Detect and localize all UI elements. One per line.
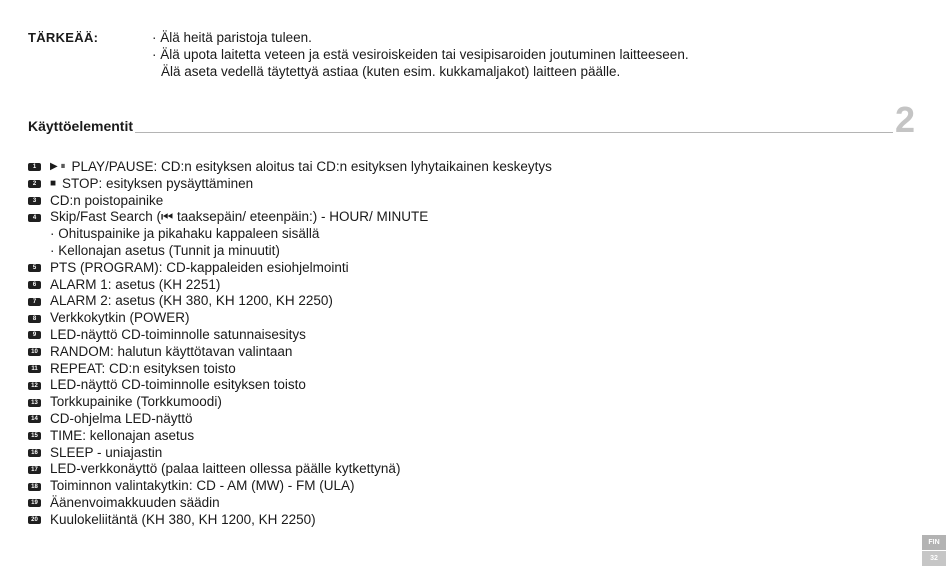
list-item [28, 512, 552, 529]
list-item [28, 394, 552, 411]
list-subitem [28, 243, 552, 260]
item-text: REPEAT: CD:n esityksen toisto [50, 360, 236, 376]
list-item [28, 361, 552, 378]
control-symbol-icon: ▶ ⏸ [50, 161, 66, 172]
list-item [28, 478, 552, 495]
list-item [28, 209, 552, 226]
item-number-badge: 6 [28, 281, 41, 289]
item-text: TIME: kellonajan asetus [50, 427, 195, 443]
warning-line: · Älä heitä paristoja tuleen. [152, 30, 312, 45]
list-item [28, 377, 552, 394]
list-item [28, 260, 552, 277]
item-text: LED-näyttö CD-toiminnolle satunnaisesitys [50, 326, 306, 342]
warning-line: · Älä upota laitetta veteen ja estä vesiroiskeiden tai vesipisaroiden joutuminen laitteeseen. [152, 47, 689, 62]
item-number-badge: 4 [28, 214, 41, 222]
item-text: Äänenvoimakkuuden säädin [50, 494, 220, 510]
item-number-badge: 3 [28, 197, 41, 205]
list-subitem [28, 226, 552, 243]
item-text: CD:n poistopainike [50, 192, 164, 208]
list-item [28, 277, 552, 294]
item-text: · Ohituspainike ja pikahaku kappaleen sisällä [50, 226, 320, 242]
item-number-badge: 13 [28, 399, 41, 407]
warning-label: TÄRKEÄÄ: [28, 30, 99, 45]
item-text: RANDOM: halutun käyttötavan valintaan [50, 343, 293, 359]
list-item [28, 193, 552, 210]
warning-line: Älä aseta vedellä täytettyä astiaa (kuten esim. kukkamaljakot) laitteen päälle. [161, 64, 621, 79]
list-item [28, 428, 552, 445]
item-number-badge: 9 [28, 331, 41, 339]
item-number-badge: 5 [28, 264, 41, 272]
item-number-badge: 15 [28, 432, 41, 440]
item-text: Toiminnon valintakytkin: CD - AM (MW) - FM (ULA) [50, 478, 355, 494]
item-number-badge: 20 [28, 516, 41, 524]
item-number-badge: 2 [28, 180, 41, 188]
list-item [28, 344, 552, 361]
language-tab: FIN [922, 535, 946, 550]
item-text: ALARM 2: asetus (KH 380, KH 1200, KH 2250) [50, 293, 333, 309]
item-text: Skip/Fast Search (⏮ taaksepäin/ eteenpäin:) - HOUR/ MINUTE [50, 209, 429, 225]
section-title: Käyttöelementit [28, 118, 134, 134]
item-text: PLAY/PAUSE: CD:n esityksen aloitus tai CD:n esityksen lyhytaikainen keskeytys [71, 159, 552, 174]
item-text: PTS (PROGRAM): CD-kappaleiden esiohjelmointi [50, 259, 349, 275]
item-text: Kuulokeliitäntä (KH 380, KH 1200, KH 2250) [50, 511, 316, 527]
item-text: STOP: esityksen pysäyttäminen [62, 175, 254, 191]
list-item [28, 327, 552, 344]
list-item [28, 293, 552, 310]
chapter-number: 2 [895, 99, 916, 140]
item-text: CD-ohjelma LED-näyttö [50, 410, 193, 426]
item-number-badge: 11 [28, 365, 41, 373]
item-number-badge: 16 [28, 449, 41, 457]
list-item [28, 310, 552, 327]
controls-list [28, 159, 552, 529]
item-text: LED-näyttö CD-toiminnolle esityksen toisto [50, 377, 306, 393]
item-number-badge: 18 [28, 483, 41, 491]
item-text: Verkkokytkin (POWER) [50, 310, 190, 326]
item-number-badge: 10 [28, 348, 41, 356]
item-text: ALARM 1: asetus (KH 2251) [50, 276, 221, 292]
warning-text [152, 29, 689, 80]
list-item [28, 159, 552, 176]
list-item [28, 411, 552, 428]
item-number-badge: 12 [28, 382, 41, 390]
list-item [28, 445, 552, 462]
item-number-badge: 14 [28, 415, 41, 423]
page-number: 32 [922, 551, 946, 566]
item-number-badge: 7 [28, 298, 41, 306]
list-item [28, 495, 552, 512]
list-item [28, 176, 552, 193]
item-text: · Kellonajan asetus (Tunnit ja minuutit) [50, 242, 280, 258]
item-number-badge: 17 [28, 466, 41, 474]
item-text: SLEEP - uniajastin [50, 444, 163, 460]
control-symbol-icon: ■ [50, 177, 57, 189]
item-number-badge: 1 [28, 163, 41, 171]
item-text: LED-verkkonäyttö (palaa laitteen ollessa päälle kytkettynä) [50, 461, 401, 477]
item-number-badge: 19 [28, 499, 41, 507]
item-number-badge: 8 [28, 315, 41, 323]
item-text: Torkkupainike (Torkkumoodi) [50, 394, 222, 410]
list-item [28, 461, 552, 478]
section-divider [28, 132, 893, 133]
